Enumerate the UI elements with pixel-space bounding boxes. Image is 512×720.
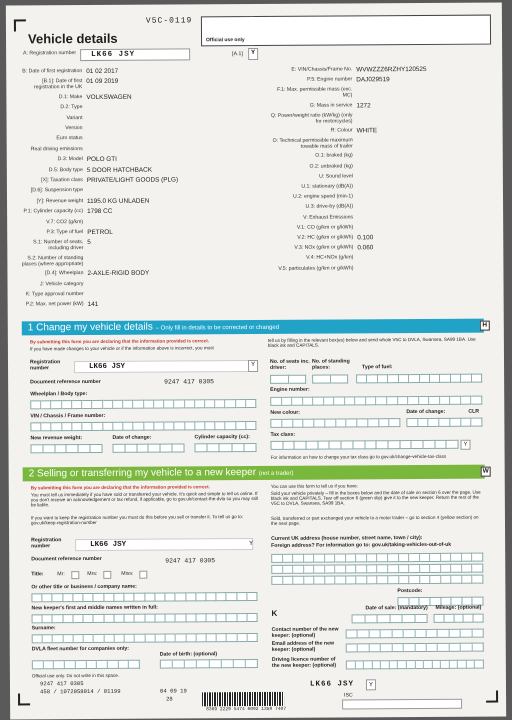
left-field-label: [Y]: Revenue weight (36, 197, 84, 205)
s2-mileage-cells[interactable] (434, 614, 484, 623)
s1-tell-us: tell us by filling in the relevant box(es) below and send whole V5C to DVLA, Swansea, SA99 1BA. Use black ink and CAPITALS. (267, 336, 476, 348)
left-field-label: K: Type approval number (25, 291, 84, 298)
s2-mileage-label: Mileage: (optional) (435, 604, 482, 611)
s1-fuel-cells[interactable] (356, 374, 482, 384)
right-field-label: Q: Power/weight ratio (kW/kg) (only for motorcycles) (270, 112, 353, 125)
left-field-label: Real driving emissions (30, 145, 83, 153)
s1-tax-cells[interactable] (270, 440, 458, 450)
s2-dob-label: Date of birth: (optional) (159, 651, 218, 658)
s1-vin-cells[interactable] (30, 421, 256, 431)
footer-reg: LK66 JSY (309, 680, 355, 689)
right-field-label: F.1: Max. permissible mass (exc. MC) (277, 86, 353, 99)
s2-must: You must tell us immediately if you have sold or transferred your vehicle. It's quick and simple to tell us online. If you don't receive an acknowledgement or tax refund, if applicable, go to gov.uk/contact-the-dvla so you may still be liable. (30, 490, 258, 508)
reg-number: LK66 JSY (80, 48, 190, 61)
left-field-label: D.5: Body type (48, 166, 83, 173)
s1-date2-cells[interactable] (406, 418, 482, 427)
s2-register: If you want to keep the registration number you must do this before you sell or transfer it. To tell us go to: gov.uk/keep-registration-number (30, 514, 244, 526)
s1-seats-cells[interactable] (270, 375, 306, 384)
s1-tax-box: Y (460, 440, 470, 450)
left-field-label: [D.4]: Wheelplan (45, 270, 84, 277)
s2-title-label: Title: (31, 571, 44, 578)
s2-business-label: Or other title or business / company name: (31, 583, 137, 591)
s1-fuel-label: Type of fuel: (362, 364, 393, 371)
s2-surname-cells[interactable] (32, 633, 258, 643)
s2-miss-label: Miss: (121, 570, 134, 577)
right-field-label: V.5: particulates (g/km or g/kWh) (278, 264, 354, 272)
left-field-value: 1798 CC (87, 208, 113, 216)
s2-first-cells[interactable] (32, 613, 258, 623)
right-field-label: V.3: NOx (g/km or g/kWh) (294, 244, 354, 251)
corner-mark (18, 693, 30, 705)
s2-address-row-1[interactable] (271, 553, 483, 563)
s2-sale-cells[interactable] (352, 614, 428, 623)
left-field-label: D.2: Type (60, 104, 83, 111)
footer-date: 04 09 19 (159, 687, 187, 695)
s1-colour-label: New colour: (270, 409, 301, 416)
right-field-label: R: Colour (330, 127, 353, 134)
s2-email-label: Email address of the new keeper: (optional) (271, 640, 335, 653)
s1-date-cells[interactable] (113, 443, 185, 452)
s1-wheelplan-cells[interactable] (30, 399, 256, 409)
s1-clr-label: CLR (468, 408, 480, 415)
right-field-label: V.4: HC+NOx (g/km) (306, 254, 354, 262)
s2-reg-number: LK66 JSY (75, 538, 253, 551)
s2-mr-label: Mr: (57, 571, 65, 578)
s1-cyl-cells[interactable] (195, 443, 257, 452)
right-field-label: U.1: stationary (dB(A)) (301, 183, 353, 190)
s2-dob-cells[interactable] (160, 659, 258, 669)
s2-mrs-label: Mrs: (87, 570, 98, 578)
footer-number: 28 (166, 695, 173, 703)
s1-standing-label: No. of standing places: (311, 358, 350, 371)
right-field-label: O: Technical permissible maximum towable mass of trailer (272, 137, 353, 150)
left-field-value: 01 09 2019 (86, 78, 119, 86)
corner-mark (486, 691, 498, 703)
s1-cyl-label: Cylinder capacity (cc): (194, 434, 250, 441)
s1-reg-label: Registration number (29, 359, 61, 372)
right-field-label: G: Mass in service (309, 101, 353, 109)
s1-vin-label: VIN / Chassis / Frame number: (30, 412, 106, 420)
a1-label: [A.1] (232, 51, 243, 58)
left-field-label: V.7: CO2 (g/km) (46, 218, 84, 225)
left-field-label: [D.6]: Suspension type (30, 187, 83, 194)
s2-k-label: K (271, 608, 278, 618)
left-field-value: PRIVATE/LIGHT GOODS (PLG) (86, 176, 179, 185)
corner-mark (14, 19, 26, 31)
s2-first-label: New keeper's first and middle names written in full: (31, 604, 158, 612)
s1-info: For information on how to change your tax class go to gov.uk/change-vehicle-tax-class (270, 453, 447, 460)
s2-use-if: You can use this form to tell us if you have: (270, 483, 358, 489)
form-reference: V5C-0119 (145, 16, 193, 26)
left-field-label: D.1: Make (58, 93, 83, 100)
footer-isc: ISC (344, 692, 353, 699)
right-field-label: V.2: HC (g/km or g/kWh) (297, 234, 354, 241)
left-field-value: PETROL (87, 228, 113, 237)
s1-date2-label: Date of change: (406, 408, 446, 416)
left-field-label: D.3: Model (57, 156, 83, 163)
s1-colour-cells[interactable] (270, 418, 400, 428)
s1-engine-cells[interactable] (270, 396, 482, 406)
s2-business-cells[interactable] (31, 592, 257, 602)
s2-address-label: Current UK address (house number, street name, town / city): (271, 534, 423, 542)
s1-docref: 9247 417 0305 (164, 378, 215, 386)
s1-reg-number: LK66 JSY (74, 360, 252, 373)
page-title: Vehicle details (27, 30, 118, 47)
left-field-label: S.2: Number of standing places (where appropriate) (21, 254, 84, 267)
left-field-value: 01 02 2017 (86, 67, 119, 76)
right-field-label: V.1: CO (g/km or g/kWh) (296, 224, 354, 231)
s2-sale-label: Date of sale: (mandatory) (365, 604, 428, 612)
left-field-value: 5 DOOR HATCHBACK (86, 166, 153, 174)
s2-mrs-checkbox[interactable] (103, 571, 111, 579)
section-letter-h: H (480, 321, 490, 331)
reg-label: A: Registration number (23, 50, 77, 57)
right-field-value: WVWZZZ6RZHY120525 (356, 65, 427, 74)
right-field-label: V: Exhaust Emissions (303, 213, 354, 221)
right-field-label: U.2: engine speed (min-1) (292, 193, 354, 200)
s1-note: If you have made changes to your vehicle or if the information above is incorrect, you must (29, 345, 214, 352)
s1-reg-box: Y (248, 360, 258, 372)
right-field-value: 0.060 (357, 244, 374, 252)
s1-wheelplan-label: Wheelplan / Body type: (30, 391, 88, 398)
s2-surname-label: Surname: (31, 625, 56, 632)
right-field-label: U.3: drive-by (dB(A)) (305, 203, 354, 211)
s2-postcode-label: Postcode: (397, 587, 423, 595)
footer-code-2: 458 / 1072058014 / 01199 (39, 687, 121, 696)
left-field-label: [B.1]: Date of first registration in the UK (33, 78, 83, 91)
barcode-text: 8369 2229 5474 6092 1358 7407 (206, 706, 287, 713)
right-field-value: 1272 (356, 101, 371, 109)
s2-licence-label: Driving licence number of the new keeper: (optional) (271, 656, 337, 669)
left-field-value: VOLKSWAGEN (86, 93, 132, 101)
s2-reg-label: Registration number (31, 537, 62, 550)
barcode (202, 692, 284, 707)
right-field-label: P.5: Engine number (307, 76, 353, 83)
section-2-header: 2 Selling or transferring my vehicle to a new keeper (not a trader) (23, 465, 485, 482)
left-field-label: Euro status (56, 135, 83, 142)
left-field-value: 2-AXLE-RIGID BODY (87, 269, 150, 278)
footer-reg-box: Y (366, 679, 376, 690)
a1-box: Y (248, 48, 258, 60)
s2-warning: By submitting this form you are declaring that the information provided is correct. (30, 484, 210, 491)
s2-docref-label: Document reference number (31, 555, 102, 563)
left-field-value: 141 (87, 301, 99, 309)
s1-revenue-label: New revenue weight: (30, 435, 83, 442)
s2-foreign-label: Foreign address? For information go to: gov.uk/taking-vehicles-out-of-uk (271, 541, 452, 549)
left-field-label: Variant (66, 114, 83, 121)
s2-email-cells[interactable] (346, 643, 484, 653)
section-1-header: 1 Change my vehicle details – Only fill in details to be corrected or changed (22, 319, 484, 336)
left-field-label: S.1: Number of seats, including driver (33, 239, 84, 252)
s2-fleet-label: DVLA fleet number for companies only: (31, 645, 130, 653)
left-field-label: J: Vehicle category (39, 280, 84, 287)
right-field-label: O.1: braked (kg) (315, 152, 353, 160)
left-field-label: P.2: Max. net power (kW) (25, 301, 84, 308)
right-field-value: WHITE (356, 127, 378, 135)
footer-isc-box (342, 699, 462, 710)
right-field-value: DAJ029519 (356, 76, 390, 84)
v5c-document (6, 2, 506, 719)
official-use-box: Official use only (201, 15, 491, 47)
s1-standing-cells[interactable] (312, 374, 348, 383)
s1-revenue-cells[interactable] (31, 444, 103, 453)
s1-tax-label: Tax class: (270, 431, 296, 438)
footer-official: Official use only. Do not write in this space. (31, 672, 120, 679)
footer-code-1: 9247 417 0305 (39, 680, 84, 688)
s1-warning: By submitting this form you are declaring that the information provided is correct. (29, 338, 210, 345)
left-field-label: P.3: Type of fuel (46, 229, 84, 236)
s1-engine-label: Engine number: (270, 386, 310, 393)
section-letter-w: W (481, 467, 491, 477)
s2-bullet-1: Sold your vehicle privately – fill in the boxes below and the date of sale on section 6 over the page. Use black ink and CAPITALS. Tear off section 6 (green slip) give it to the new keeper. Return the rest of the V5C to DVLA, Swansea, SA99 1BA. (270, 489, 481, 507)
s2-contact-label: Contact number of the new keeper: (optional) (271, 626, 339, 639)
left-field-value: 1195.0 KG UNLADEN (87, 197, 150, 205)
s2-address-row-3[interactable] (271, 575, 483, 585)
s2-licence-cells[interactable] (346, 660, 484, 670)
left-field-label: [X]: Taxation class (41, 177, 83, 184)
s2-address-row-2[interactable] (271, 564, 483, 574)
left-field-value: 5 (87, 239, 91, 247)
s2-bullet-2: Sold, transferred or part exchanged your vehicle to a motor trader – go to section 4 (yellow section) on the next page. (270, 514, 479, 526)
s2-reg-box: Y (249, 540, 254, 548)
right-field-value: 0.100 (357, 234, 374, 242)
left-field-label: Version (65, 125, 83, 132)
s2-docref: 9247 417 0305 (165, 557, 216, 565)
right-field-label: E: VIN/Chassis/Frame No. (291, 66, 353, 73)
left-field-value: POLO GTI (86, 156, 117, 164)
s1-docref-label: Document reference number (30, 378, 101, 386)
left-field-label: B: Date of first registration (22, 68, 83, 75)
s1-date-label: Date of change: (112, 434, 152, 441)
right-field-label: U: Sound level (319, 173, 353, 180)
s2-fleet-cells[interactable] (32, 660, 140, 670)
s2-contact-cells[interactable] (346, 629, 484, 639)
s2-mr-checkbox[interactable] (71, 571, 79, 579)
left-field-label: P.1: Cylinder capacity (cc) (23, 208, 84, 215)
s1-seats-label: No. of seats inc. driver: (269, 358, 310, 371)
right-field-label: O.2: unbraked (kg) (309, 162, 353, 170)
s2-miss-checkbox[interactable] (139, 571, 147, 579)
